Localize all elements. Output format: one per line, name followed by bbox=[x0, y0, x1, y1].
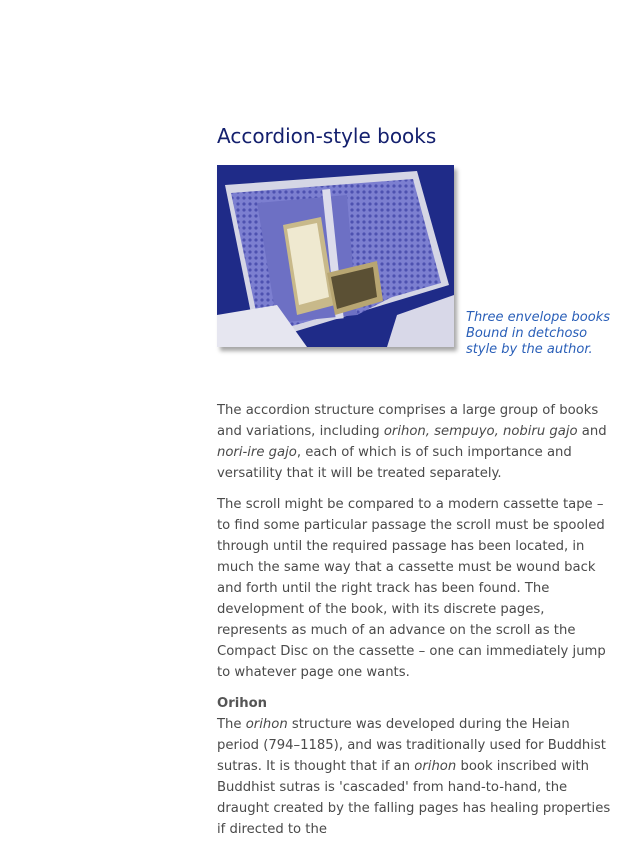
text-run: The bbox=[217, 717, 246, 732]
section-heading-orihon: Orihon bbox=[217, 696, 268, 711]
italic-term: orihon, sempuyo, nobiru gajo bbox=[383, 424, 578, 439]
text-run: book inscribed with Buddhist sutras is 'cascaded' from hand-to-hand, the draught created by the falling pages has healing properties if directed to the bbox=[217, 759, 611, 837]
caption-line-2: Bound in detchoso bbox=[466, 326, 588, 341]
photo-caption bbox=[466, 310, 634, 358]
italic-term: orihon bbox=[414, 759, 457, 774]
italic-term: orihon bbox=[245, 717, 288, 732]
text-run: , each of which is of such importance and versatility that it will be treated separately. bbox=[217, 445, 572, 481]
paragraph-orihon bbox=[217, 714, 613, 840]
page-title: Accordion-style books bbox=[217, 124, 437, 148]
envelope-books-illustration bbox=[217, 165, 454, 347]
envelope-books-photo bbox=[217, 165, 454, 347]
paragraph-intro bbox=[217, 400, 613, 484]
caption-line-1: Three envelope books bbox=[466, 310, 610, 325]
text-run: The accordion structure comprises a large group of books and variations, including bbox=[217, 403, 599, 439]
italic-term: nori-ire gajo bbox=[217, 445, 297, 460]
paragraph-scroll: The scroll might be compared to a modern cassette tape – to find some particular passage the scroll must be spooled through until the required passage has been located, in much the same way that a cassette must be wound back and forth until the right track has been found. The development of the book, with its discrete pages, represents as much of an advance on the scroll as the Compact Disc on the cassette – one can immediately jump to whatever page one wants. bbox=[217, 497, 606, 680]
text-run: and bbox=[577, 424, 607, 439]
caption-line-3: style by the author. bbox=[466, 342, 593, 357]
text-run: structure was developed during the Heian period (794–1185), and was traditionally used for Buddhist sutras. It is thought that if an bbox=[217, 717, 606, 774]
article-body bbox=[217, 400, 613, 850]
